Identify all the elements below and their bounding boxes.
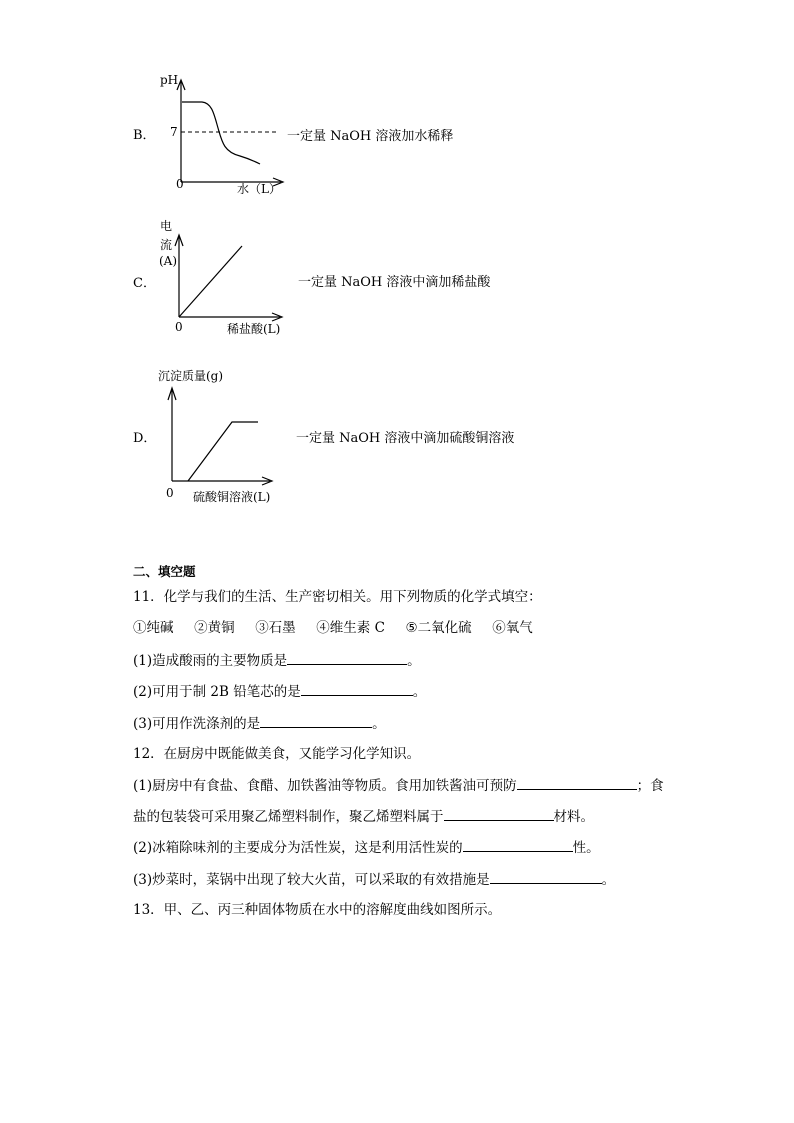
q12-sub1-line2 [133, 806, 594, 827]
q11-sub1-suffix: 。 [407, 653, 421, 669]
graph-c-description: 一定量 NaOH 溶液中滴加稀盐酸 [298, 275, 491, 290]
q11-choice-6: ⑥氧气 [492, 620, 533, 636]
graph-d-x-label: 硫酸铜溶液(L) [193, 490, 271, 504]
graph-b-curve [182, 102, 260, 164]
graph-b-y-tick: 7 [170, 125, 178, 139]
q11-sub2-text: (2)可用于制 2B 铅笔芯的是 [133, 684, 301, 700]
graph-c-origin: 0 [175, 320, 183, 334]
q12-sub2-blank[interactable] [463, 837, 573, 852]
q11-choices [133, 618, 533, 638]
q11-sub2-blank[interactable] [301, 681, 413, 696]
q13-stem: 13．甲、乙、丙三种固体物质在水中的溶解度曲线如图所示。 [133, 902, 502, 918]
q11-sub3-text: (3)可用作洗涤剂的是 [133, 716, 261, 732]
q11-sub1-text: (1)造成酸雨的主要物质是 [133, 653, 288, 669]
q11-choice-4: ④维生素 C [316, 620, 385, 636]
graph-c [150, 220, 290, 330]
q11-sub3 [133, 713, 386, 734]
option-b-label: B． [133, 128, 156, 143]
option-c-label: C． [133, 276, 156, 291]
q12-sub2-suffix: 性。 [572, 840, 600, 856]
graph-d-description: 一定量 NaOH 溶液中滴加硫酸铜溶液 [296, 431, 515, 446]
q12-sub1-mid: ；食 [636, 778, 664, 794]
option-d-label: D． [133, 431, 157, 446]
q12-sub3 [133, 869, 615, 890]
q11-sub3-suffix: 。 [372, 716, 386, 732]
graph-b-y-label: pH [160, 73, 179, 87]
q12-sub3-text: (3)炒菜时，菜锅中出现了较大火苗，可以采取的有效措施是 [133, 872, 490, 888]
graph-c-y-label-2: 流 [160, 238, 173, 252]
q12-sub1-line2-suffix: 材料。 [553, 809, 594, 825]
graph-c-line [179, 246, 242, 317]
q11-sub1-blank[interactable] [287, 650, 407, 665]
q11-sub2 [133, 681, 426, 702]
q12-sub3-suffix: 。 [601, 872, 616, 888]
graph-d-y-label: 沉淀质量(g) [158, 369, 224, 383]
q11-sub3-blank[interactable] [260, 713, 372, 728]
q12-sub1-line2-text: 盐的包装袋可采用聚乙烯塑料制作，聚乙烯塑料属于 [133, 809, 444, 825]
graph-c-x-label: 稀盐酸(L) [227, 322, 281, 336]
graph-b-description: 一定量 NaOH 溶液加水稀释 [287, 129, 454, 144]
q12-stem: 12．在厨房中既能做美食，又能学习化学知识。 [133, 746, 421, 762]
q11-stem: 11．化学与我们的生活、生产密切相关。用下列物质的化学式填空： [133, 589, 542, 605]
graph-d-origin: 0 [166, 486, 174, 500]
q11-choice-2: ②黄铜 [194, 620, 235, 636]
graph-b-x-label: 水（L） [237, 182, 281, 196]
graph-b-origin: 0 [176, 177, 184, 191]
graph-c-y-label-3: (A) [159, 254, 178, 268]
graph-d-line [188, 422, 258, 481]
q12-sub3-blank[interactable] [490, 869, 602, 884]
graph-d [150, 380, 280, 490]
q11-sub1 [133, 650, 421, 671]
q12-sub1-blank-2[interactable] [444, 806, 554, 821]
section-title: 二、填空题 [133, 564, 196, 579]
q11-sub2-suffix: 。 [412, 684, 427, 700]
q11-choice-3: ③石墨 [255, 620, 296, 636]
q12-sub1-text: (1)厨房中有食盐、食醋、加铁酱油等物质。食用加铁酱油可预防 [133, 778, 517, 794]
q11-choice-5: ⑤二氧化硫 [405, 620, 472, 636]
q11-choice-1: ①纯碱 [133, 620, 174, 636]
q12-sub1-line1 [133, 775, 664, 796]
graph-c-y-label-1: 电 [160, 219, 173, 233]
q12-sub2 [133, 837, 600, 858]
q12-sub1-blank-1[interactable] [517, 775, 637, 790]
q12-sub2-text: (2)冰箱除味剂的主要成分为活性炭，这是利用活性炭的 [133, 840, 463, 856]
